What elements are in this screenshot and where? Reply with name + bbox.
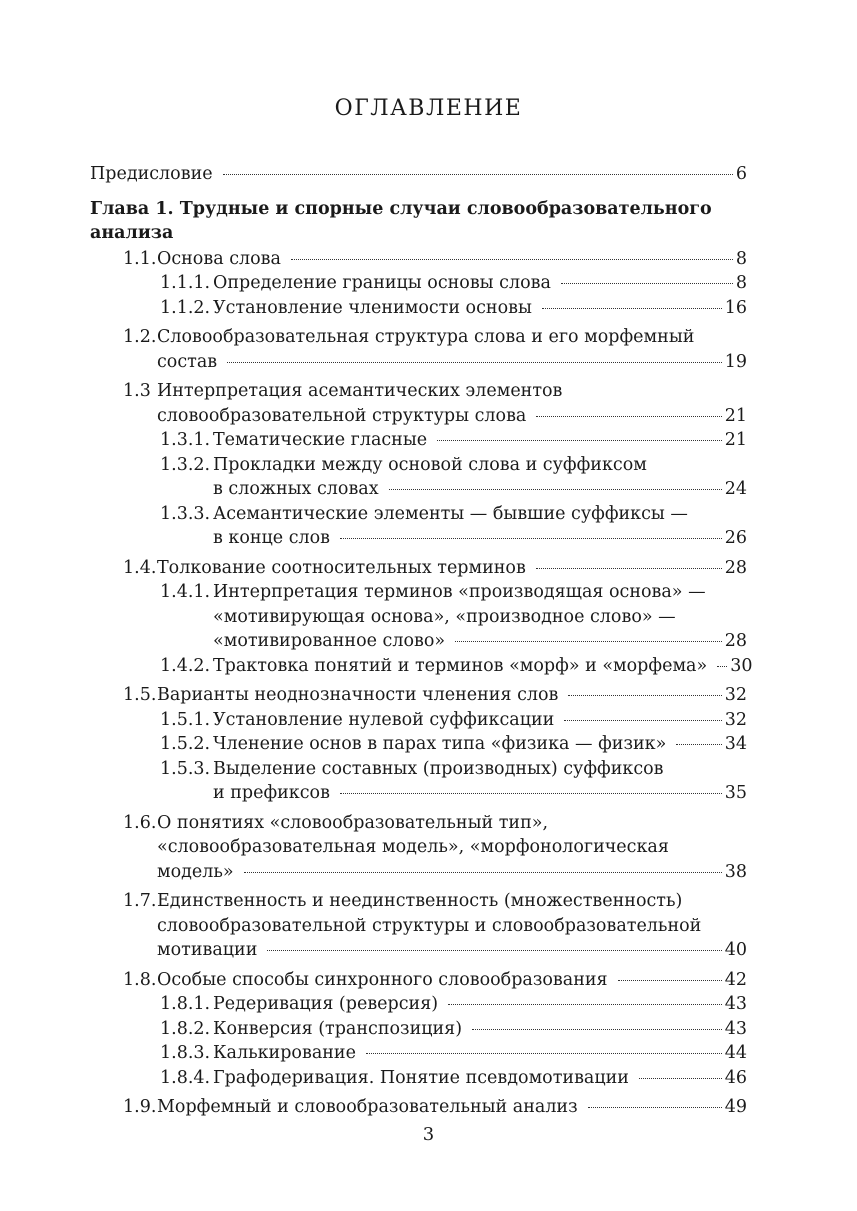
- toc-entry[interactable]: [90, 1095, 747, 1120]
- dot-leader: [244, 872, 722, 873]
- toc-entry-number: 1.8.2.: [160, 1018, 211, 1039]
- toc-entry-title: «словообразовательная модель», «морфонологическая: [157, 837, 669, 857]
- toc-entry[interactable]: [90, 247, 747, 272]
- toc-entry-number: 1.1.2.: [160, 297, 211, 318]
- toc-entry-page: 49: [724, 1097, 747, 1117]
- toc-entry-title: словообразовательной структуры и словообразовательной: [157, 915, 702, 936]
- toc-entry-title: «мотивирующая основа», «производное слово» —: [213, 606, 676, 627]
- toc-entry-number: 1.3.2.: [160, 454, 211, 475]
- toc-entry-title: состав: [157, 351, 218, 372]
- toc-entry[interactable]: [90, 992, 747, 1017]
- toc-entries: [90, 247, 753, 1120]
- toc-entry-page: 28: [724, 631, 747, 651]
- toc-entry-number: 1.5.: [123, 685, 157, 705]
- dot-leader: [267, 950, 721, 951]
- toc-entry-title: Выделение составных (производных) суффиксов: [213, 758, 664, 779]
- toc-entry-title: мотивации: [157, 940, 258, 960]
- toc-entry-page: 30: [730, 655, 753, 676]
- toc-entry[interactable]: [90, 556, 747, 581]
- toc-entry-preface[interactable]: [90, 162, 747, 187]
- dot-leader: [561, 283, 733, 284]
- toc-entry-number: 1.5.3.: [160, 758, 211, 779]
- dot-leader: [618, 980, 722, 981]
- toc-entry[interactable]: [90, 732, 747, 757]
- toc-entry-page: 43: [724, 994, 747, 1014]
- toc-entry-title: Особые способы синхронного словообразования: [157, 969, 608, 990]
- dot-leader: [366, 1053, 722, 1054]
- toc-entry-page: 32: [724, 685, 747, 705]
- toc-entry[interactable]: [90, 502, 747, 551]
- toc-entry-number: 1.9.: [123, 1097, 157, 1117]
- toc-entry-title: «мотивированное слово»: [213, 631, 446, 651]
- toc-entry-page: 8: [735, 273, 747, 293]
- toc-entry-page: 38: [724, 861, 747, 882]
- toc-entry[interactable]: [90, 580, 747, 654]
- dot-leader: [717, 666, 727, 667]
- toc-entry[interactable]: [90, 296, 747, 321]
- toc-entry-number: 1.3.1.: [160, 430, 211, 450]
- toc-entry-number: 1.5.1.: [160, 709, 211, 730]
- toc-entry-title: О понятиях «словообразовательный тип»,: [157, 812, 549, 833]
- dot-leader: [588, 1107, 722, 1108]
- toc-entry-title: модель»: [157, 861, 234, 882]
- toc-entry[interactable]: [90, 968, 747, 993]
- table-of-contents: [90, 162, 753, 1120]
- toc-entry-number: 1.1.: [123, 248, 157, 269]
- toc-entry-number: 1.1.1.: [160, 273, 211, 293]
- toc-entry-title: Предисловие: [90, 164, 213, 184]
- toc-entry-page: 44: [724, 1043, 747, 1063]
- toc-entry-page: 8: [735, 248, 747, 269]
- toc-entry-page: 19: [724, 351, 747, 372]
- chapter-heading[interactable]: Глава 1. Трудные и спорные случаи словообразовательного анализа: [90, 198, 712, 243]
- dot-leader: [564, 720, 721, 721]
- dot-leader: [448, 1004, 722, 1005]
- dot-leader: [542, 308, 722, 309]
- toc-entry-title: Редеривация (реверсия): [213, 994, 439, 1014]
- toc-entry-number: 1.8.3.: [160, 1043, 211, 1063]
- toc-entry-page: 24: [724, 479, 747, 499]
- toc-entry[interactable]: [90, 1066, 747, 1091]
- toc-entry-number: 1.5.2.: [160, 734, 211, 754]
- dot-leader: [437, 440, 722, 441]
- toc-entry-page: 26: [724, 528, 747, 548]
- dot-leader: [455, 641, 722, 642]
- toc-entry[interactable]: [90, 325, 747, 374]
- toc-entry-title: в сложных словах: [213, 479, 379, 499]
- dot-leader: [639, 1078, 722, 1079]
- toc-entry-number: 1.3: [123, 381, 151, 401]
- toc-entry-number: 1.2.: [123, 327, 157, 347]
- toc-entry[interactable]: [90, 708, 747, 733]
- toc-entry-page: 21: [724, 405, 747, 426]
- toc-entry[interactable]: [90, 271, 747, 296]
- toc-entry[interactable]: [90, 654, 753, 679]
- toc-entry-number: 1.3.3.: [160, 503, 211, 524]
- toc-entry-number: 1.6.: [123, 812, 157, 833]
- toc-entry[interactable]: [90, 1017, 747, 1042]
- toc-entry-page: 16: [724, 297, 747, 318]
- toc-entry-title: Морфемный и словообразовательный анализ: [157, 1097, 578, 1117]
- toc-entry[interactable]: [90, 683, 747, 708]
- toc-entry-title: Членение основ в парах типа «физика — физик»: [213, 734, 667, 754]
- dot-leader: [536, 568, 722, 569]
- toc-entry-number: 1.8.4.: [160, 1067, 211, 1088]
- dot-leader: [676, 744, 721, 745]
- toc-entry-page: 46: [724, 1067, 747, 1088]
- toc-entry-title: Словообразовательная структура слова и его морфемный: [157, 327, 695, 347]
- toc-entry-title: и префиксов: [213, 783, 330, 803]
- toc-entry-page: 28: [724, 557, 747, 578]
- toc-entry-title: словообразовательной структуры слова: [157, 405, 527, 426]
- toc-entry-page: 43: [724, 1018, 747, 1039]
- dot-leader: [340, 538, 722, 539]
- toc-entry-title: Определение границы основы слова: [213, 273, 551, 293]
- toc-entry-title: Интерпретация асемантических элементов: [157, 381, 563, 401]
- toc-entry-page: 6: [735, 164, 747, 184]
- dot-leader: [568, 695, 721, 696]
- toc-entry[interactable]: [90, 428, 747, 453]
- toc-entry-page: 35: [724, 783, 747, 803]
- toc-entry-number: 1.4.: [123, 557, 157, 578]
- toc-entry-title: Варианты неоднозначности членения слов: [157, 685, 559, 705]
- page-number: 3: [422, 1124, 435, 1145]
- toc-entry[interactable]: [90, 1041, 747, 1066]
- toc-entry-title: Установление членимости основы: [213, 297, 532, 318]
- toc-entry-page: 21: [724, 430, 747, 450]
- toc-entry-number: 1.8.1.: [160, 994, 211, 1014]
- toc-entry-number: 1.4.2.: [160, 655, 211, 676]
- toc-entry[interactable]: [90, 379, 747, 428]
- toc-entry-title: Толкование соотносительных терминов: [157, 557, 526, 578]
- toc-entry-page: 40: [724, 940, 747, 960]
- toc-entry-number: 1.7.: [123, 891, 157, 911]
- toc-entry-title: Прокладки между основой слова и суффиксом: [213, 454, 647, 475]
- toc-entry[interactable]: [90, 889, 747, 963]
- toc-entry-title: Калькирование: [213, 1043, 356, 1063]
- toc-entry-title: Тематические гласные: [213, 430, 428, 450]
- dot-leader: [536, 416, 721, 417]
- toc-entry-title: Конверсия (транспозиция): [213, 1018, 463, 1039]
- toc-entry-title: Установление нулевой суффиксации: [213, 709, 555, 730]
- dot-leader: [291, 259, 733, 260]
- dot-leader: [227, 362, 722, 363]
- toc-entry-title: Трактовка понятий и терминов «морф» и «морфема»: [213, 655, 708, 676]
- toc-entry-number: 1.4.1.: [160, 582, 211, 602]
- dot-leader: [472, 1029, 722, 1030]
- toc-entry-title: Основа слова: [157, 248, 281, 269]
- toc-entry-title: Интерпретация терминов «производящая основа» —: [213, 582, 706, 602]
- dot-leader: [223, 174, 733, 175]
- toc-entry-page: 34: [724, 734, 747, 754]
- toc-entry[interactable]: [90, 453, 747, 502]
- toc-entry-number: 1.8.: [123, 969, 157, 990]
- toc-entry-page: 42: [724, 969, 747, 990]
- toc-entry-title: в конце слов: [213, 528, 331, 548]
- toc-entry[interactable]: [90, 757, 747, 806]
- dot-leader: [389, 489, 722, 490]
- page-title: ОГЛАВЛЕНИЕ: [334, 96, 523, 121]
- toc-entry-page: 32: [724, 709, 747, 730]
- toc-entry-title: Графодеривация. Понятие псевдомотивации: [213, 1067, 629, 1088]
- toc-entry-title: Единственность и неединственность (множественность): [157, 891, 683, 911]
- toc-entry-title: Асемантические элементы — бывшие суффиксы —: [213, 503, 688, 524]
- dot-leader: [340, 793, 722, 794]
- toc-entry[interactable]: [90, 811, 747, 885]
